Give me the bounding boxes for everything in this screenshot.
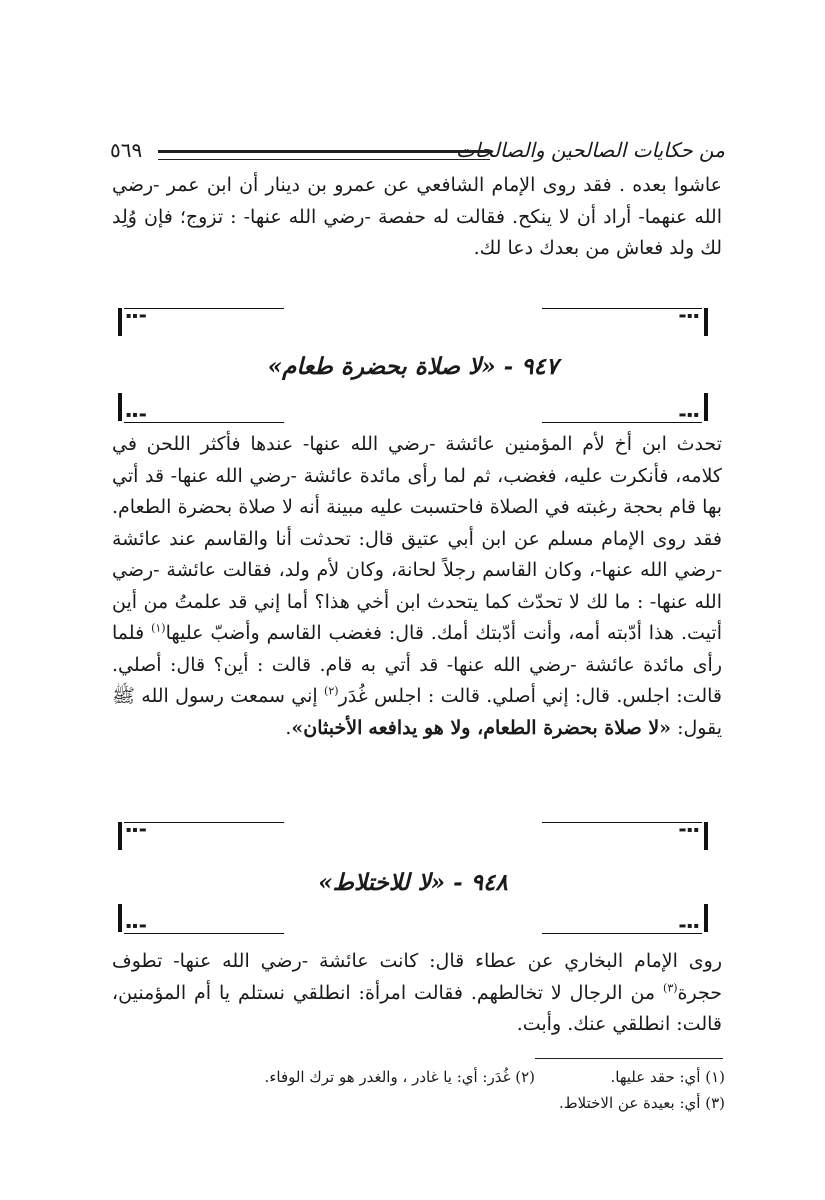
section-947-body: تحدث ابن أخ لأم المؤمنين عائشة -رضي الله عنها- عندها فأكثر اللحن في كلامه، فأنكرت عليه، فغضب، ثم لما رأى مائدة عائشة -رضي الله عنها- قد أتي بها قام بحجة رغبته في الصلاة فاحتسبت عليه مبينة أنه لا صلاة بحضرة الطعام. فقد روى الإمام مسلم عن ابن أبي عتيق قال: تحدثت أنا والقاسم عند عائشة -رضي الله عنها-، وكان القاسم رجلاً لحانة، وكان لأم ولد، فقالت عائشة -رضي الله عنها- : ما لك لا تحدّث كما يتحدث ابن أخي هذا؟ أما إني قد علمتُ من أين أتيت. هذا أدّبته أمه، وأنت أدّبتك أمك. قال: فغضب القاسم وأضبّ عليها$^{(١)}$ فلما رأى مائدة عائشة -رضي الله عنها- قد أتي به قام. قالت : أين؟ قال: أصلي. قالت: اجلس. قال: إني أصلي. قالت : اجلس غُدَر$^{(٢)}$ إني سمعت رسول الله ﷺ يقول: «لا صلاة بحضرة الطعام، ولا هو يدافعه الأخبثان». xyxy=(112,433,723,739)
frame-corner-bottom-right: ▬▪▪ xyxy=(543,904,708,934)
footnote-ref-1[interactable]: (١) xyxy=(151,621,166,635)
footnote-1: (١) أي: حقد عليها. xyxy=(610,1068,725,1086)
section-948-title: ٩٤٨ - «لا للاختلاط» xyxy=(318,869,508,896)
frame-corner-bottom-right: ▬▪▪ xyxy=(543,393,708,423)
header-rule xyxy=(158,150,490,160)
frame-corner-top-left: ▪▪▬ xyxy=(118,822,283,852)
section-947-title: ٩٤٧ - «لا صلاة بحضرة طعام» xyxy=(267,353,559,380)
page-number: ٥٦٩ xyxy=(110,138,143,162)
intro-line: بعدك دعا لك. xyxy=(473,237,580,259)
footnote-3: (٣) أي: بعيدة عن الاختلاط. xyxy=(559,1094,725,1112)
frame-corner-top-right: ▬▪▪ xyxy=(543,308,708,338)
footnote-separator xyxy=(535,1058,723,1059)
intro-paragraph xyxy=(112,170,722,265)
footnote-2: (٢) غُدَر: أي: يا غادر ، والغدر هو ترك الوفاء. xyxy=(264,1068,535,1086)
frame-corner-top-left: ▪▪▬ xyxy=(118,308,283,338)
intro-line: أراد أن لا ينكح. فقالت له حفصة -رضي الله عنها- : تزوج؛ فإن وُلِد لك ولد فعاش من xyxy=(112,205,722,259)
running-title: من حكايات الصالحين والصالحات xyxy=(455,138,725,162)
hadith-quote-end: الأخبثان» xyxy=(291,716,363,739)
footnote-ref-2[interactable]: (٢) xyxy=(324,684,339,698)
intro-line: عاشوا بعده . فقد روى الإمام الشافعي عن عمرو بن دينار أن ابن عمر -رضي الله عنهما- xyxy=(112,174,722,228)
section-948-body: روى الإمام البخاري عن عطاء قال: كانت عائشة -رضي الله عنها- تطوف حجرة$^{(٣)}$ من الرجال لا تخالطهم. فقالت امرأة: انطلقي نستلم يا أم المؤمنين، قالت: انطلقي عنك. وأبت. xyxy=(112,950,722,1035)
footnote-ref-3[interactable]: (٣) xyxy=(663,981,678,995)
frame-corner-top-right: ▬▪▪ xyxy=(543,822,708,852)
page-header xyxy=(110,138,725,168)
section-948-title-frame xyxy=(118,822,708,934)
section-947-title-frame xyxy=(118,308,708,423)
frame-corner-bottom-left: ▪▪▬ xyxy=(118,393,283,423)
hadith-quote: «لا صلاة بحضرة الطعام، ولا هو يدافعه xyxy=(368,716,672,739)
frame-corner-bottom-left: ▪▪▬ xyxy=(118,904,283,934)
